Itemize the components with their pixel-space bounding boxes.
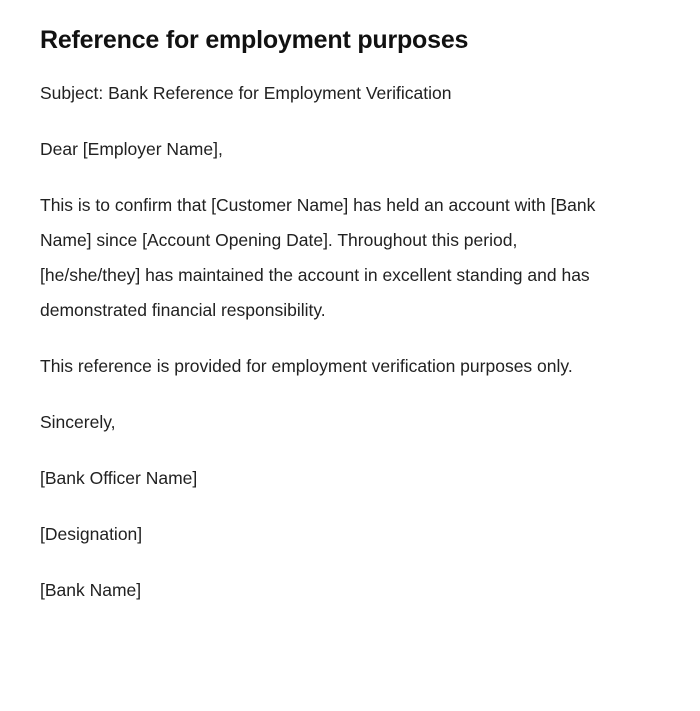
subject-line: Subject: Bank Reference for Employment Verification [40, 83, 452, 103]
body-paragraph-purpose: This reference is provided for employment verification purposes only. [40, 356, 573, 376]
salutation-line: Dear [Employer Name], [40, 139, 223, 159]
closing-line: Sincerely, [40, 412, 116, 432]
body-paragraph-confirmation: This is to confirm that [Customer Name] has held an account with [Bank Name] since [Account Opening Date]. Throughout this period, [he/she/they] has maintained the account in excellent standing and has demonstrated financial responsibility. [40, 195, 596, 320]
signature-designation: [Designation] [40, 524, 143, 544]
signature-bank-name: [Bank Name] [40, 580, 142, 600]
signature-officer-name: [Bank Officer Name] [40, 468, 198, 488]
page-title: Reference for employment purposes [40, 26, 469, 54]
